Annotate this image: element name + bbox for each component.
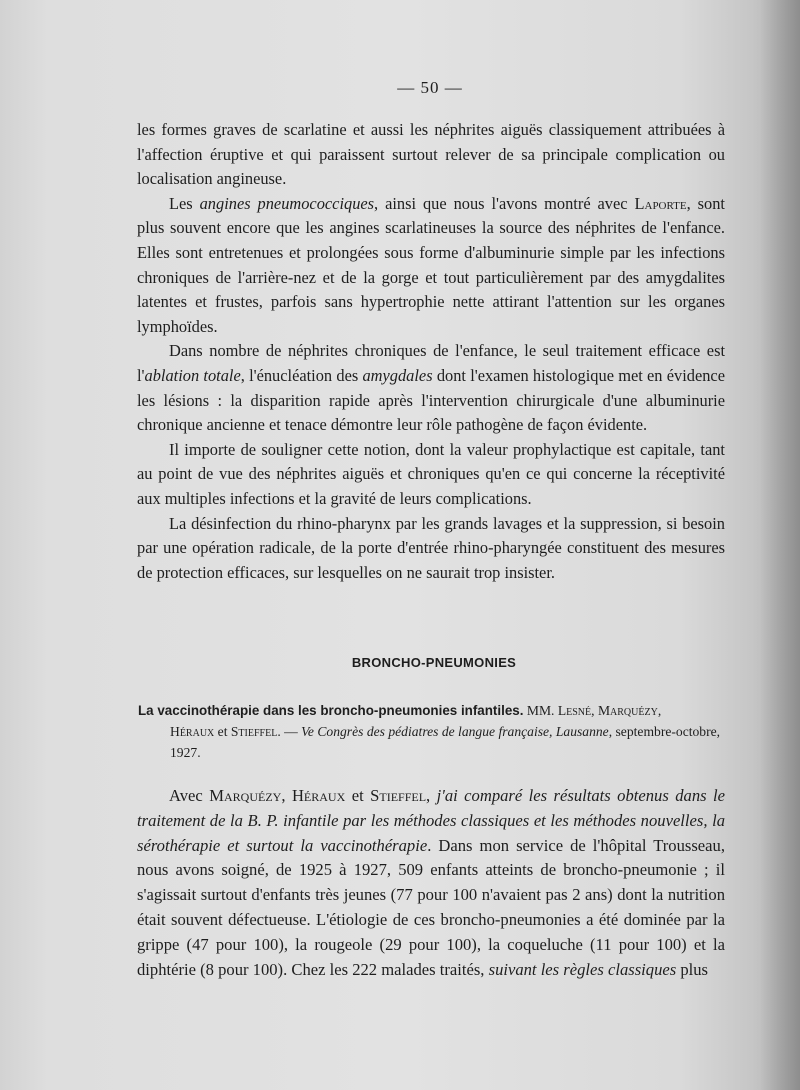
italic-run: angines pneumococciques [199,193,375,213]
reference-date: , septembre-octobre, 1927. [170,724,721,760]
italic-run: amygdales [362,365,433,385]
paragraph-6 [137,784,725,982]
text-run: et [345,786,371,805]
text-run: et [214,724,231,739]
text-run: , [281,786,292,805]
text-run: plus [676,959,709,979]
italic-run: j'ai comparé les résultats obtenus dans le traitement de la B. P. infantile par les méthodes classiques et les méthodes nouvelles, la sérothérapie et surtout la vaccinothérapie [137,786,726,855]
author-name: Stieffel [370,786,427,805]
section-title: BRONCHO-PNEUMONIES [351,655,517,670]
author-name: Marquézy [597,703,658,718]
main-text [137,784,725,982]
text-run: dont l'examen histologique met en évidence les lésions : la disparition rapide après l'intervention chirurgicale d'une albuminurie chronique ancienne et tenace démontre leur rôle pathogène de façon évidente. [137,365,725,435]
congress-name: Ve Congrès des pédiatres de langue française, Lausanne [301,724,609,739]
author-name: Laporte [634,193,687,213]
text-run: , sont plus souvent encore que les angines scarlatineuses la source des néphrites de l'enfance. Elles sont entretenues et prolongées sous forme d'albuminurie simple par les infections chroniques de l'arrière-nez et de la gorge et tout particulièrement par des amygdalites latentes et frustes, parfois sans hypertrophie nette attirant l'attention sur les organes lymphoïdes. [137,193,725,336]
text-run: , [426,786,437,805]
text-run: . — [277,724,302,739]
paragraph-4: Il importe de souligner cette notion, dont la valeur prophylactique est capitale, tant au point de vue des néphrites aiguës et chroniques qu'en ce qui concerne la réceptivité aux multiples infections et la gravité de leurs complications. [137,439,725,508]
text-run: MM. [523,703,558,718]
reference-title: La vaccinothérapie dans les broncho-pneumonies infantiles. [138,703,524,718]
body-text [137,118,725,585]
text-run: , [591,703,598,718]
author-name: Héraux [291,786,346,805]
paragraph-5: La désinfection du rhino-pharynx par les grands lavages et la suppression, si besoin par une opération radicale, de la porte d'entrée rhino-pharyngée constituent des mesures de protection efficaces, sur lesquelles on ne saurait trop insister. [137,513,725,582]
text-run: , ainsi que nous l'avons montré avec [374,193,635,213]
text-run: Avec [169,786,210,805]
author-name: Marquézy [209,786,282,805]
italic-run: suivant les règles classiques [488,959,677,979]
text-run: Dans nombre de néphrites chroniques de l'enfance, le seul traitement efficace est l' [137,341,725,385]
paragraph-2 [137,192,725,340]
author-name: Stieffel [230,724,278,739]
page-number: — 50 — [397,78,463,97]
italic-run: ablation totale [144,365,241,385]
author-name: Héraux [170,724,215,739]
text-run: . Dans mon service de l'hôpital Trousseau, nous avons soigné, de 1925 à 1927, 509 enfants atteints de broncho-pneumonie ; il s'agissait surtout d'enfants très jeunes (77 pour 100 n'avaient pas 2 ans) dont la nutrition était souvent défectueuse. L'étiologie de ces broncho-pneumonies a été dominée par la grippe (47 pour 100), la rougeole (29 pour 100), la coqueluche (11 pour 100) et la diphtérie (8 pour 100). Chez les 222 malades traités, [137,835,725,979]
author-name: Lesné [557,703,592,718]
bibliographic-reference [138,700,726,763]
paragraph-3 [137,339,725,437]
text-run: Les [169,193,200,213]
text-run: , l'énucléation des [240,365,363,385]
paragraph-1: les formes graves de scarlatine et aussi les néphrites aiguës classiquement attribuées à l'affection éruptive et qui paraissent surtout relever de sa principale complication ou localisation angineuse. [137,120,725,189]
text-run: , [657,703,662,718]
